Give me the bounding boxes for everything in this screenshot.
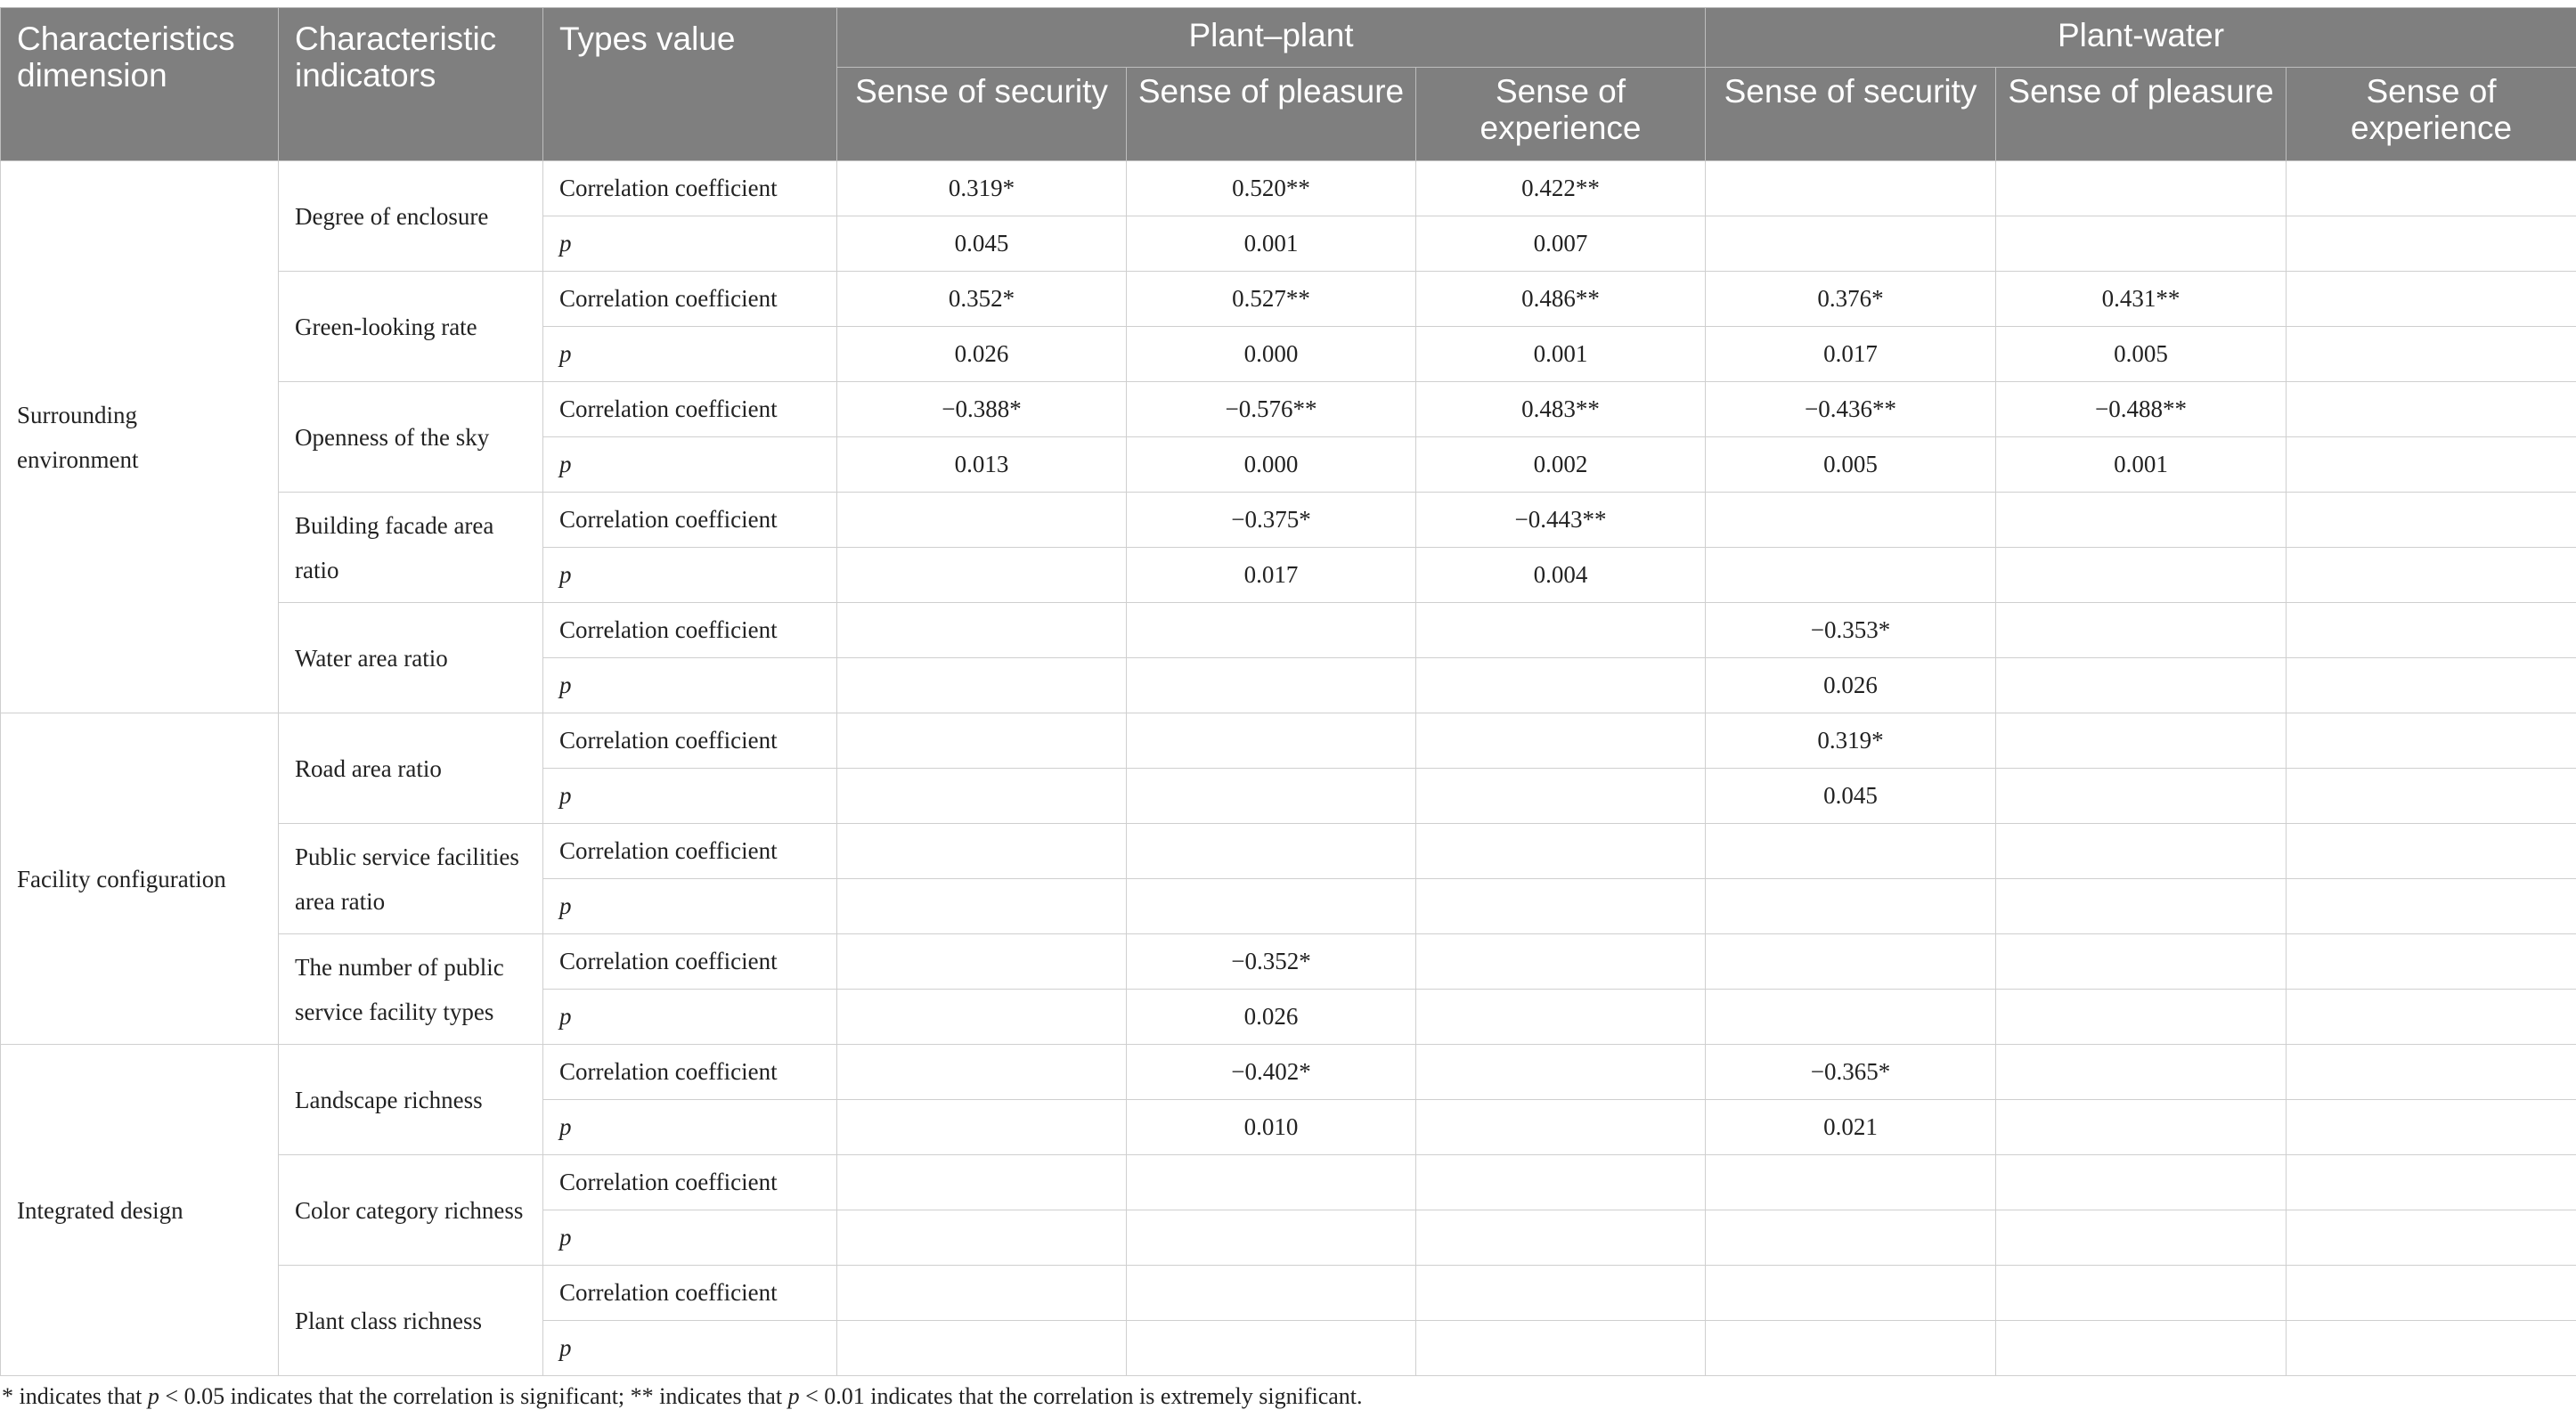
p-value-cell: 0.013 xyxy=(837,437,1127,493)
coefficient-cell xyxy=(1127,1266,1416,1321)
type-cell-p: p xyxy=(543,327,837,382)
coefficient-cell xyxy=(1416,824,1706,879)
header-group-plant-plant: Plant–plant xyxy=(837,8,1706,68)
type-cell-correlation: Correlation coefficient xyxy=(543,1045,837,1100)
p-value-cell xyxy=(1127,1210,1416,1266)
p-value-cell xyxy=(1996,990,2287,1045)
table-row xyxy=(1,1045,2576,1100)
coefficient-cell xyxy=(2287,1045,2576,1100)
p-value-cell xyxy=(1127,879,1416,934)
coefficient-cell: −0.576** xyxy=(1127,382,1416,437)
coefficient-cell xyxy=(837,1266,1127,1321)
header-sub-security: Sense of security xyxy=(837,68,1127,161)
p-value-cell: 0.001 xyxy=(1127,216,1416,272)
coefficient-cell xyxy=(837,1045,1127,1100)
coefficient-cell: 0.422** xyxy=(1416,161,1706,216)
p-value-cell xyxy=(1996,658,2287,713)
coefficient-cell xyxy=(1416,1045,1706,1100)
p-value-cell xyxy=(2287,658,2576,713)
coefficient-cell xyxy=(2287,493,2576,548)
coefficient-cell xyxy=(837,603,1127,658)
p-value-cell xyxy=(1996,1100,2287,1155)
p-value-cell: 0.045 xyxy=(1706,769,1996,824)
coefficient-cell: −0.352* xyxy=(1127,934,1416,990)
type-cell-correlation: Correlation coefficient xyxy=(543,1266,837,1321)
p-value-cell: 0.026 xyxy=(837,327,1127,382)
table-row xyxy=(1,1155,2576,1210)
coefficient-cell xyxy=(1416,603,1706,658)
p-value-cell xyxy=(837,1100,1127,1155)
p-value-cell: 0.005 xyxy=(1996,327,2287,382)
coefficient-cell: 0.352* xyxy=(837,272,1127,327)
coefficient-cell xyxy=(1416,713,1706,769)
type-cell-correlation: Correlation coefficient xyxy=(543,161,837,216)
p-value-cell xyxy=(837,1210,1127,1266)
table-row xyxy=(1,1266,2576,1321)
p-value-cell xyxy=(1127,1321,1416,1376)
header-sub-security: Sense of security xyxy=(1706,68,1996,161)
coefficient-cell xyxy=(1127,824,1416,879)
indicator-cell: Road area ratio xyxy=(279,713,543,824)
p-value-cell xyxy=(1127,658,1416,713)
p-value-cell xyxy=(1996,216,2287,272)
coefficient-cell xyxy=(1996,713,2287,769)
type-cell-correlation: Correlation coefficient xyxy=(543,1155,837,1210)
indicator-cell: Degree of enclosure xyxy=(279,161,543,272)
coefficient-cell xyxy=(1996,824,2287,879)
p-value-cell xyxy=(837,769,1127,824)
dimension-cell: Facility configuration xyxy=(1,713,279,1045)
coefficient-cell xyxy=(1996,161,2287,216)
correlation-table xyxy=(0,7,2576,1376)
coefficient-cell: 0.486** xyxy=(1416,272,1706,327)
coefficient-cell xyxy=(2287,934,2576,990)
coefficient-cell xyxy=(2287,1155,2576,1210)
indicator-cell: Building facade area ratio xyxy=(279,493,543,603)
p-value-cell xyxy=(2287,990,2576,1045)
p-value-cell: 0.017 xyxy=(1706,327,1996,382)
p-value-cell xyxy=(1706,548,1996,603)
coefficient-cell xyxy=(1127,603,1416,658)
p-value-cell xyxy=(2287,1100,2576,1155)
p-value-cell xyxy=(1127,769,1416,824)
coefficient-cell: 0.483** xyxy=(1416,382,1706,437)
p-value-cell xyxy=(1706,216,1996,272)
p-value-cell xyxy=(2287,769,2576,824)
coefficient-cell: −0.488** xyxy=(1996,382,2287,437)
type-cell-correlation: Correlation coefficient xyxy=(543,603,837,658)
p-value-cell xyxy=(1416,1321,1706,1376)
coefficient-cell: 0.319* xyxy=(1706,713,1996,769)
header-sub-pleasure: Sense of pleasure xyxy=(1996,68,2287,161)
p-value-cell: 0.000 xyxy=(1127,437,1416,493)
coefficient-cell xyxy=(2287,713,2576,769)
p-value-cell xyxy=(1416,879,1706,934)
type-cell-p: p xyxy=(543,548,837,603)
p-value-cell: 0.017 xyxy=(1127,548,1416,603)
p-value-cell: 0.010 xyxy=(1127,1100,1416,1155)
coefficient-cell: −0.353* xyxy=(1706,603,1996,658)
type-cell-correlation: Correlation coefficient xyxy=(543,713,837,769)
type-cell-p: p xyxy=(543,1100,837,1155)
type-cell-p: p xyxy=(543,769,837,824)
type-cell-p: p xyxy=(543,216,837,272)
p-value-cell: 0.005 xyxy=(1706,437,1996,493)
coefficient-cell xyxy=(2287,382,2576,437)
p-value-cell xyxy=(2287,1321,2576,1376)
table-header xyxy=(1,8,2576,161)
p-value-cell xyxy=(1996,548,2287,603)
indicator-cell: Openness of the sky xyxy=(279,382,543,493)
p-value-cell xyxy=(837,990,1127,1045)
header-characteristic-indicators: Characteristic indicators xyxy=(279,8,543,161)
p-value-cell: 0.001 xyxy=(1996,437,2287,493)
indicator-cell: Plant class richness xyxy=(279,1266,543,1376)
dimension-cell: Integrated design xyxy=(1,1045,279,1376)
header-characteristics-dimension: Characteristics dimension xyxy=(1,8,279,161)
table-body xyxy=(1,161,2576,1376)
p-value-cell xyxy=(1706,879,1996,934)
p-value-cell xyxy=(1996,1210,2287,1266)
coefficient-cell xyxy=(837,824,1127,879)
table-row xyxy=(1,603,2576,658)
type-cell-p: p xyxy=(543,1210,837,1266)
type-cell-correlation: Correlation coefficient xyxy=(543,934,837,990)
coefficient-cell xyxy=(837,713,1127,769)
table-row xyxy=(1,493,2576,548)
p-value-cell: 0.004 xyxy=(1416,548,1706,603)
type-cell-p: p xyxy=(543,658,837,713)
p-value-cell: 0.026 xyxy=(1706,658,1996,713)
p-value-cell xyxy=(2287,216,2576,272)
coefficient-cell xyxy=(837,1155,1127,1210)
type-cell-correlation: Correlation coefficient xyxy=(543,493,837,548)
coefficient-cell xyxy=(1706,934,1996,990)
coefficient-cell xyxy=(2287,603,2576,658)
footnote-text-3: < 0.01 indicates that the correlation is extremely significant. xyxy=(799,1383,1363,1409)
p-value-cell xyxy=(1996,1321,2287,1376)
p-value-cell xyxy=(1416,1100,1706,1155)
footnote-p-symbol: p xyxy=(147,1383,159,1409)
coefficient-cell xyxy=(1416,1155,1706,1210)
coefficient-cell xyxy=(1706,493,1996,548)
coefficient-cell: 0.319* xyxy=(837,161,1127,216)
p-value-cell xyxy=(2287,327,2576,382)
p-value-cell xyxy=(1416,1210,1706,1266)
indicator-cell: Green-looking rate xyxy=(279,272,543,382)
p-value-cell xyxy=(1996,769,2287,824)
coefficient-cell xyxy=(1706,1155,1996,1210)
coefficient-cell xyxy=(1996,1266,2287,1321)
p-value-cell xyxy=(1706,1210,1996,1266)
indicator-cell: Landscape richness xyxy=(279,1045,543,1155)
indicator-cell: Public service facilities area ratio xyxy=(279,824,543,934)
coefficient-cell xyxy=(1996,1045,2287,1100)
type-cell-p: p xyxy=(543,437,837,493)
type-cell-p: p xyxy=(543,879,837,934)
p-value-cell xyxy=(837,548,1127,603)
coefficient-cell xyxy=(1996,493,2287,548)
coefficient-cell: −0.402* xyxy=(1127,1045,1416,1100)
header-sub-experience: Sense of experience xyxy=(1416,68,1706,161)
p-value-cell xyxy=(1996,879,2287,934)
coefficient-cell xyxy=(1416,1266,1706,1321)
footnote xyxy=(2,1383,1363,1410)
indicator-cell: Color category richness xyxy=(279,1155,543,1266)
p-value-cell: 0.021 xyxy=(1706,1100,1996,1155)
coefficient-cell xyxy=(1127,713,1416,769)
header-group-plant-water: Plant-water xyxy=(1706,8,2576,68)
coefficient-cell xyxy=(2287,1266,2576,1321)
p-value-cell xyxy=(1416,769,1706,824)
p-value-cell xyxy=(2287,437,2576,493)
coefficient-cell: 0.527** xyxy=(1127,272,1416,327)
p-value-cell xyxy=(837,879,1127,934)
p-value-cell: 0.007 xyxy=(1416,216,1706,272)
coefficient-cell xyxy=(1996,603,2287,658)
indicator-cell: Water area ratio xyxy=(279,603,543,713)
coefficient-cell xyxy=(837,493,1127,548)
coefficient-cell: −0.388* xyxy=(837,382,1127,437)
footnote-p-symbol: p xyxy=(787,1383,800,1409)
coefficient-cell xyxy=(1127,1155,1416,1210)
coefficient-cell xyxy=(1706,1266,1996,1321)
table-row xyxy=(1,161,2576,216)
footnote-text-2: < 0.05 indicates that the correlation is significant; ** indicates that xyxy=(159,1383,788,1409)
table-row xyxy=(1,824,2576,879)
coefficient-cell xyxy=(837,934,1127,990)
p-value-cell xyxy=(1416,990,1706,1045)
coefficient-cell xyxy=(2287,272,2576,327)
p-value-cell: 0.001 xyxy=(1416,327,1706,382)
header-sub-experience: Sense of experience xyxy=(2287,68,2576,161)
p-value-cell xyxy=(837,658,1127,713)
p-value-cell: 0.000 xyxy=(1127,327,1416,382)
p-value-cell xyxy=(2287,1210,2576,1266)
p-value-cell xyxy=(837,1321,1127,1376)
table-row xyxy=(1,934,2576,990)
p-value-cell: 0.002 xyxy=(1416,437,1706,493)
p-value-cell: 0.026 xyxy=(1127,990,1416,1045)
type-cell-correlation: Correlation coefficient xyxy=(543,272,837,327)
coefficient-cell: −0.436** xyxy=(1706,382,1996,437)
coefficient-cell xyxy=(2287,824,2576,879)
coefficient-cell: −0.443** xyxy=(1416,493,1706,548)
p-value-cell xyxy=(2287,548,2576,603)
coefficient-cell xyxy=(1706,161,1996,216)
type-cell-correlation: Correlation coefficient xyxy=(543,382,837,437)
p-value-cell xyxy=(2287,879,2576,934)
coefficient-cell: −0.365* xyxy=(1706,1045,1996,1100)
table-row xyxy=(1,713,2576,769)
p-value-cell xyxy=(1706,990,1996,1045)
table-row xyxy=(1,382,2576,437)
coefficient-cell xyxy=(1996,1155,2287,1210)
p-value-cell: 0.045 xyxy=(837,216,1127,272)
coefficient-cell xyxy=(2287,161,2576,216)
coefficient-cell: 0.520** xyxy=(1127,161,1416,216)
p-value-cell xyxy=(1416,658,1706,713)
coefficient-cell xyxy=(1706,824,1996,879)
indicator-cell: The number of public service facility types xyxy=(279,934,543,1045)
p-value-cell xyxy=(1706,1321,1996,1376)
coefficient-cell: 0.376* xyxy=(1706,272,1996,327)
type-cell-p: p xyxy=(543,990,837,1045)
coefficient-cell xyxy=(1996,934,2287,990)
table-row xyxy=(1,272,2576,327)
coefficient-cell: 0.431** xyxy=(1996,272,2287,327)
coefficient-cell: −0.375* xyxy=(1127,493,1416,548)
header-sub-pleasure: Sense of pleasure xyxy=(1127,68,1416,161)
type-cell-p: p xyxy=(543,1321,837,1376)
header-types-value: Types value xyxy=(543,8,837,161)
dimension-cell: Surrounding environment xyxy=(1,161,279,713)
type-cell-correlation: Correlation coefficient xyxy=(543,824,837,879)
footnote-text-1: * indicates that xyxy=(2,1383,148,1409)
coefficient-cell xyxy=(1416,934,1706,990)
